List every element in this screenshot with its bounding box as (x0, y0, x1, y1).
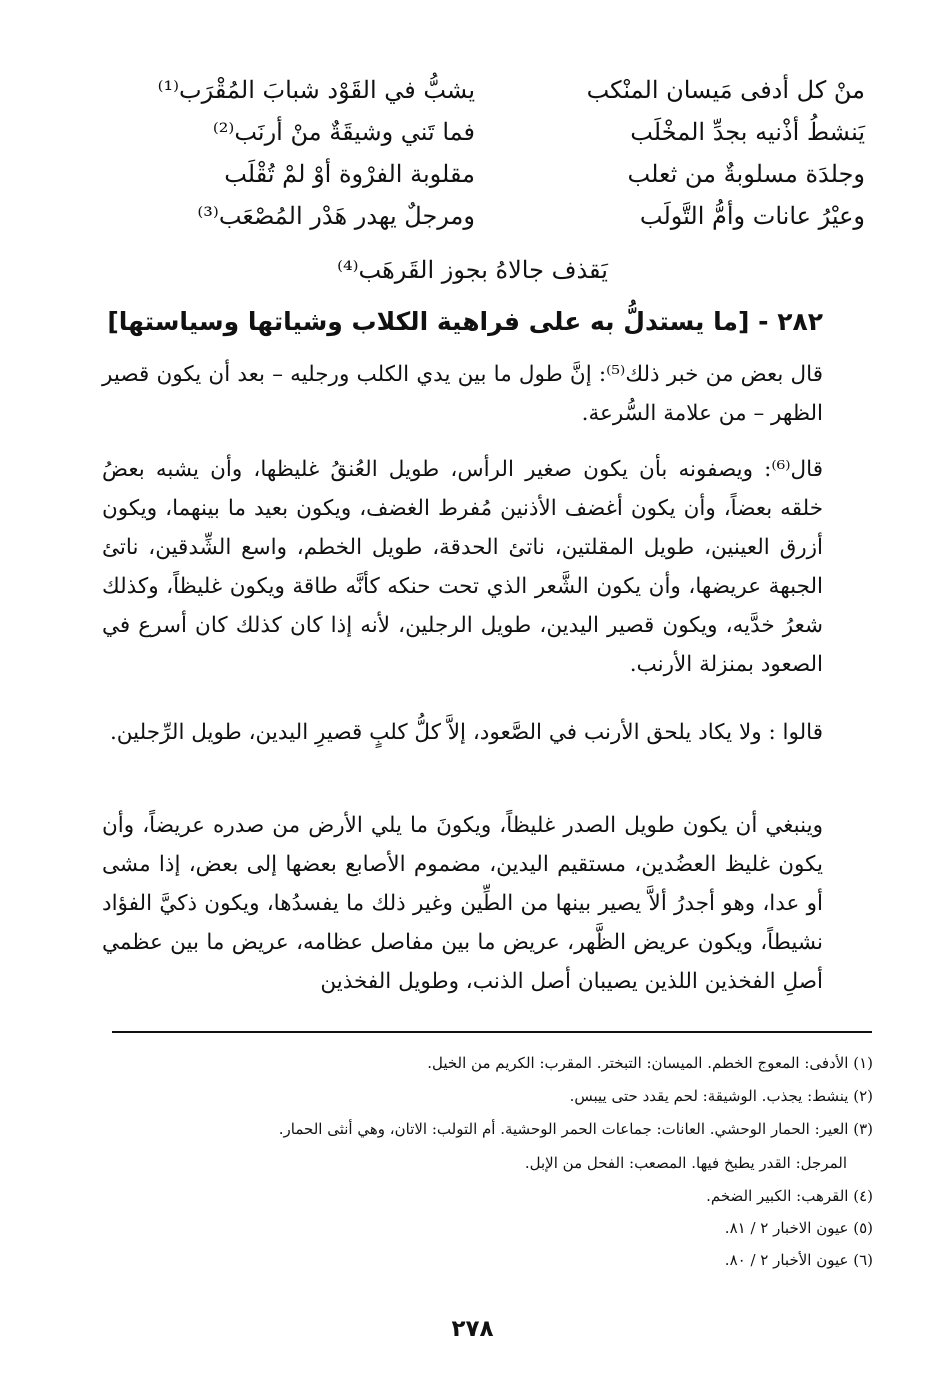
body-paragraph: قال بعض من خبر ذلك⁽⁵⁾: إنَّ طول ما بين يدي الكلب ورجليه – بعد أن يكون قصير الظهر – من علامة السُّرعة. (102, 362, 824, 426)
footnote: (١) الأدفى: المعوج الخطم. الميسان: التبختر. المقرب: الكريم من الخيل. (427, 1054, 873, 1072)
poem-hemistich-first: يَنشطُ أذْنيه بجدِّ المخْلَب (630, 118, 865, 146)
poem-verse (175, 112, 865, 152)
poem-hemistich-first: وجلدَة مسلوبةٌ من ثعلب (627, 160, 865, 188)
section-heading: ٢٨٢ - [ما يستدلُّ به على فراهية الكلاب وشياتها وسياستها] (107, 307, 823, 336)
footnote: (٢) ينشط: يجذب. الوشيقة: لحم يقدد حتى ييبس. (569, 1087, 873, 1105)
poem-hemistich-second: مقلوبة الفرْوة أوْ لمْ تُقْلَب (224, 160, 475, 188)
footnote: (٦) عيون الأخبار ٢ / ٨٠. (724, 1251, 873, 1269)
footnote: (٣) العير: الحمار الوحشي. العانات: جماعات الحمر الوحشية. أم التولب: الاتان، وهي أنثى الحمار. (278, 1120, 873, 1138)
body-paragraph: قال⁽⁶⁾: ويصفونه بأن يكون صغير الرأس، طويل العُنقُ غليظها، وأن يشبه بعضُ خلقه بعضاً، وأن يكون أغضف الأذنين مُفرط الغضف، ويكون بعيد ما بينهما، ويكون أزرق العينين، طويل المقلتين، ناتئ الحدقة، طويل الخطم، واسع الشِّدقين، ناتئ الجبهة عريضها، وأن يكون الشَّعر الذي تحت حنكه كأنَّه طاقة ويكون غليظاً، وكذلك شعرُ خدَّيه، ويكون قصير اليدين، طويل الرجلين، لأنه إذا كان كذلك كان أسرع في الصعود بمنزلة الأرنب. (102, 457, 823, 677)
poem-hemistich-second: ومرجلٌ يهدر هَدْر المُصْعَب⁽³⁾ (197, 202, 475, 230)
footnote: (٤) القرهب: الكبير الضخم. (706, 1187, 873, 1205)
page-number: ٢٧٨ (451, 1316, 494, 1342)
poem-hemistich-first: وعيْرُ عانات وأمُّ التَّولَب (639, 202, 865, 230)
poem-hemistich-first: منْ كل أدفى مَيسان المنْكب (586, 76, 865, 104)
body-paragraph: وينبغي أن يكون طويل الصدر غليظاً، ويكونَ ما يلي الأرض من صدره عريضاً، وأن يكون غليظ العضُدين، مستقيم اليدين، مضموم الأصابع بعضها إلى بعض، إذا مشى أو عدا، وهو أجدرُ ألاَّ يصير بينها من الطِّين وغير ذلك ما يفسدُها، ويكون ذكيَّ الفؤاد نشيطاً، ويكون عريض الظَّهر، عريض ما بين مفاصل عظامه، عريض ما بين عظمي أصلِ الفخذين اللذين يصيبان أصل الذنب، وطويل الفخذين (102, 813, 823, 994)
poem-verse (175, 154, 865, 194)
poem-hemistich-second: فما تَني وشيقَةٌ منْ أرنَب⁽²⁾ (212, 118, 475, 146)
footnote-divider (112, 1031, 872, 1033)
footnote-continuation: المرجل: القدر يطبخ فيها. المصعب: الفحل من الإبل. (524, 1154, 847, 1172)
poem-single-line: يَقذف جالاهُ بجوز القَرهَب⁽⁴⁾ (337, 256, 608, 284)
footnote: (٥) عيون الاخبار ٢ / ٨١. (724, 1219, 873, 1237)
poem-verse (175, 196, 865, 236)
poem-verse (157, 70, 865, 110)
poem-hemistich-second: يشبُّ في القَوْد شبابَ المُقْرَب⁽¹⁾ (157, 76, 475, 104)
body-paragraph: قالوا : ولا يكاد يلحق الأرنب في الصَّعود، إلاَّ كلُّ كلبٍ قصيرِ اليدين، طويل الرِّجلين. (109, 720, 823, 745)
